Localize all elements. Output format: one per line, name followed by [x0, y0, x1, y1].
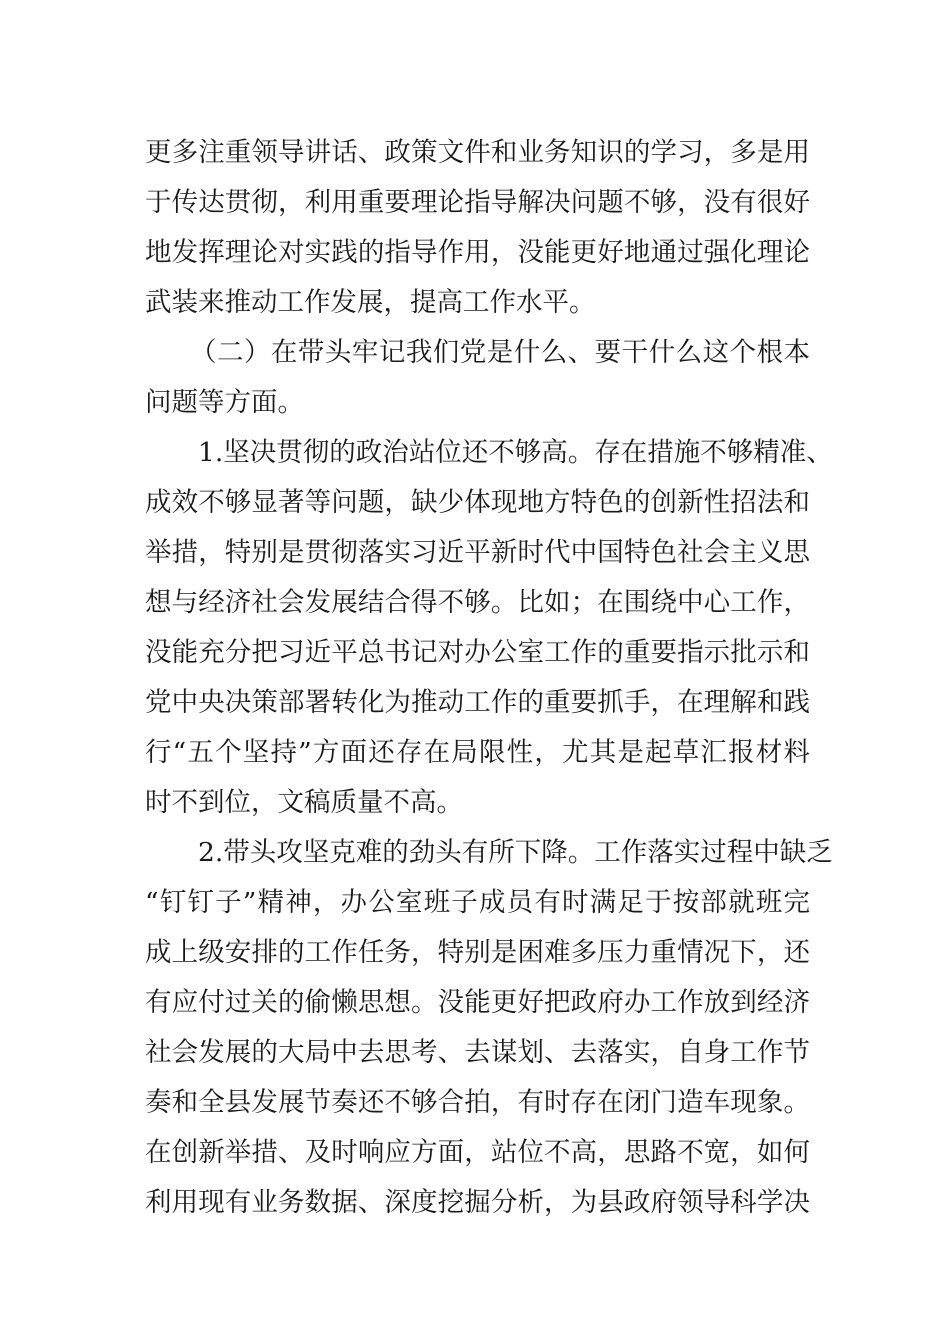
text-line: 利用现有业务数据、深度挖掘分析，为县政府领导科学决: [145, 1187, 810, 1218]
text-line: 2.带头攻坚克难的劲头有所下降。工作落实过程中缺乏: [198, 837, 833, 868]
section-heading-line: 问题等方面。: [145, 387, 304, 418]
text-line: 武装来推动工作发展，提高工作水平。: [145, 287, 596, 318]
text-line: 更多注重领导讲话、政策文件和业务知识的学习，多是用: [145, 137, 810, 168]
section-heading-line: （二）在带头牢记我们党是什么、要干什么这个根本: [190, 337, 810, 368]
text-line: 没能充分把习近平总书记对办公室工作的重要指示批示和: [145, 637, 810, 668]
text-line: 成效不够显著等问题，缺少体现地方特色的创新性招法和: [145, 487, 810, 518]
text-line: 有应付过关的偷懒思想。没能更好把政府办工作放到经济: [145, 987, 810, 1018]
text-line: 在创新举措、及时响应方面，站位不高，思路不宽，如何: [145, 1137, 810, 1168]
text-line: 社会发展的大局中去思考、去谋划、去落实，自身工作节: [145, 1037, 810, 1068]
text-line: 1.坚决贯彻的政治站位还不够高。存在措施不够精准、: [198, 437, 833, 468]
text-line: 想与经济社会发展结合得不够。比如；在围绕中心工作，: [145, 587, 810, 618]
text-line: “钉钉子”精神，办公室班子成员有时满足于按部就班完: [145, 887, 810, 918]
text-line: 于传达贯彻，利用重要理论指导解决问题不够，没有很好: [145, 187, 810, 218]
text-line: 行“五个坚持”方面还存在局限性，尤其是起草汇报材料: [145, 737, 810, 768]
text-line: 成上级安排的工作任务，特别是困难多压力重情况下，还: [145, 937, 810, 968]
text-line: 奏和全县发展节奏还不够合拍，有时存在闭门造车现象。: [145, 1087, 810, 1118]
text-line: 举措，特别是贯彻落实习近平新时代中国特色社会主义思: [145, 537, 810, 568]
text-line: 时不到位，文稿质量不高。: [145, 787, 463, 818]
text-line: 党中央决策部署转化为推动工作的重要抓手，在理解和践: [145, 687, 810, 718]
text-line: 地发挥理论对实践的指导作用，没能更好地通过强化理论: [145, 237, 810, 268]
